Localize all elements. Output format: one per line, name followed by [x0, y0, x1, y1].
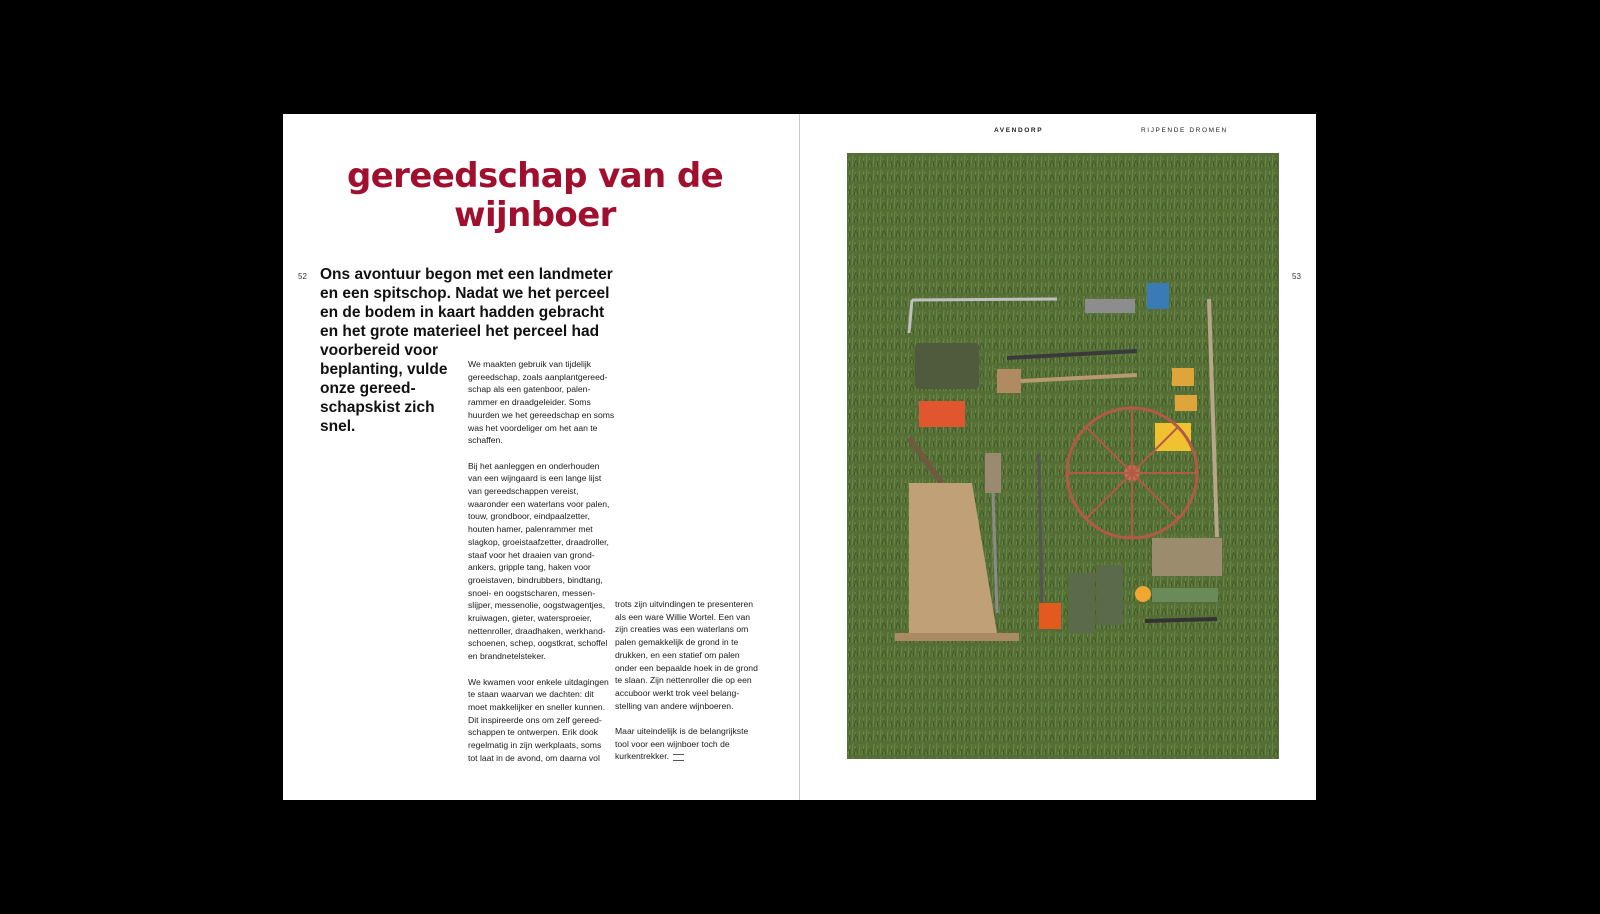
spade-icon: [985, 453, 1001, 493]
body-line: snoei- en oogstscharen, messen-: [468, 587, 596, 598]
lead-line: schapskist zich: [320, 399, 435, 416]
body-column-1: [468, 358, 614, 764]
body-line: slijper, messenolie, oogstwagentjes,: [468, 600, 606, 611]
waterlance-icon: [912, 299, 1057, 300]
body-line: drukken, en een statief om palen: [615, 649, 740, 660]
body-line: accuboor werkt trok veel belang-: [615, 687, 740, 698]
trimmer-icon: [1039, 603, 1061, 629]
body-column-2: [615, 598, 758, 763]
body-line: huurden we het gereedschap en soms: [468, 409, 615, 420]
tools-illustration: [847, 153, 1279, 759]
body-line: van een wijngaard is een lange lijst: [468, 473, 602, 484]
body-line: schappen te ontwerpen. Erik dook: [468, 727, 598, 738]
body-line: staaf voor het draaien van grond-: [468, 549, 595, 560]
auger-motor-icon: [1085, 299, 1135, 313]
lead-line: Ons avontuur begon met een landmeter: [320, 266, 613, 283]
lead-line: en een spitschop. Nadat we het perceel: [320, 285, 610, 302]
body-line: slagkop, groeistaafzetter, draadroller,: [468, 536, 609, 547]
body-line: regelmatig in zijn werkplaats, soms: [468, 740, 602, 751]
body-line: was het voordeliger om het aan te: [468, 422, 598, 433]
body-line: onder een bepaalde hoek in de grond: [615, 662, 758, 673]
title-line: wijnboer: [454, 195, 616, 235]
running-head-right: RIJPENDE DROMEN: [1141, 127, 1228, 134]
wooden-jig-icon: [1152, 538, 1222, 576]
spread-gutter: [799, 114, 800, 800]
body-line: van gereedschappen vereist,: [468, 486, 579, 497]
lead-line: voorbereid voor: [320, 342, 438, 359]
body-line: trots zijn uitvindingen te presenteren: [615, 599, 754, 609]
page-number-right: 53: [1292, 272, 1301, 281]
boot-icon: [1069, 573, 1095, 633]
jerrycan-icon: [915, 343, 979, 389]
body-line: stelling van andere wijnboeren.: [615, 700, 734, 711]
pliers-icon: [1145, 619, 1217, 621]
body-line: schaffen.: [468, 435, 503, 446]
body-line: groeistaven, bindrubbers, bindtang,: [468, 574, 603, 585]
body-line: te slaan. Zijn nettenroller die op een: [615, 675, 752, 686]
page-number-left: 52: [298, 272, 307, 281]
paragraph-gap: [468, 447, 614, 460]
article-title: [300, 157, 770, 235]
body-line: waaronder een waterlans voor palen,: [468, 498, 610, 509]
end-mark-icon: [673, 754, 684, 761]
body-line: moet makkelijker en sneller kunnen.: [468, 701, 606, 712]
lead-line: en de bodem in kaart hadden gebracht: [320, 304, 605, 321]
body-line: gereedschap, zoals aanplantgereed-: [468, 371, 608, 382]
crate-icon: [1152, 588, 1218, 602]
body-line: ankers, gripple tang, haken voor: [468, 562, 591, 573]
body-line: tot laat in de avond, om daarna vol: [468, 752, 600, 763]
body-line: We maakten gebruik van tijdelijk: [468, 359, 592, 369]
running-head-left: AVENDORP: [994, 127, 1044, 134]
body-line: schoenen, schep, oogstkrat, schoffel: [468, 638, 608, 649]
body-line: Bij het aanleggen en onderhouden: [468, 460, 600, 471]
drill-icon: [1147, 283, 1169, 309]
lead-line: en het grote materieel het perceel had: [320, 323, 600, 340]
body-line: touw, grondboor, eindpaalzetter,: [468, 511, 590, 522]
boot-icon: [1097, 565, 1123, 625]
glove-icon: [1172, 368, 1194, 386]
body-line: [615, 750, 758, 763]
body-line: rammer en draadgeleider. Soms: [468, 397, 591, 408]
lead-line: onze gereed-: [320, 380, 416, 397]
lead-line: beplanting, vulde: [320, 361, 448, 378]
body-line: houten hamer, palenrammer met: [468, 524, 593, 535]
fuel-can-icon: [919, 401, 965, 427]
body-line-text: kurkentrekker.: [615, 751, 669, 762]
body-line: zijn creaties was een waterlans om: [615, 624, 749, 635]
body-line: Dit inspireerde ons om zelf gereed-: [468, 714, 602, 725]
paragraph-gap: [615, 712, 758, 725]
tape-roll-icon: [1135, 586, 1151, 602]
body-line: als een ware Willie Wortel. Een van: [615, 611, 751, 622]
body-line: en brandnetelsteker.: [468, 651, 546, 662]
body-line: te staan waarvan we dachten: dit: [468, 689, 594, 700]
body-line: schap als een gatenboor, palen-: [468, 384, 591, 395]
tools-photo: [847, 153, 1279, 759]
title-line: gereedschap van de: [346, 156, 724, 196]
body-line: We kwamen voor enkele uitdagingen: [468, 676, 609, 687]
lead-line: snel.: [320, 418, 356, 435]
body-line: tool voor een wijnboer toch de: [615, 738, 730, 749]
glove-icon: [1175, 395, 1197, 411]
body-line: kruiwagen, gieter, watersproeier,: [468, 613, 592, 624]
body-line: Maar uiteindelijk is de belangrijkste: [615, 726, 749, 737]
body-line: nettenroller, draadhaken, werkhand-: [468, 625, 606, 636]
body-line: palen gemakkelijk de grond in te: [615, 637, 739, 648]
paragraph-gap: [468, 663, 614, 676]
wooden-mallet-icon: [997, 369, 1021, 393]
